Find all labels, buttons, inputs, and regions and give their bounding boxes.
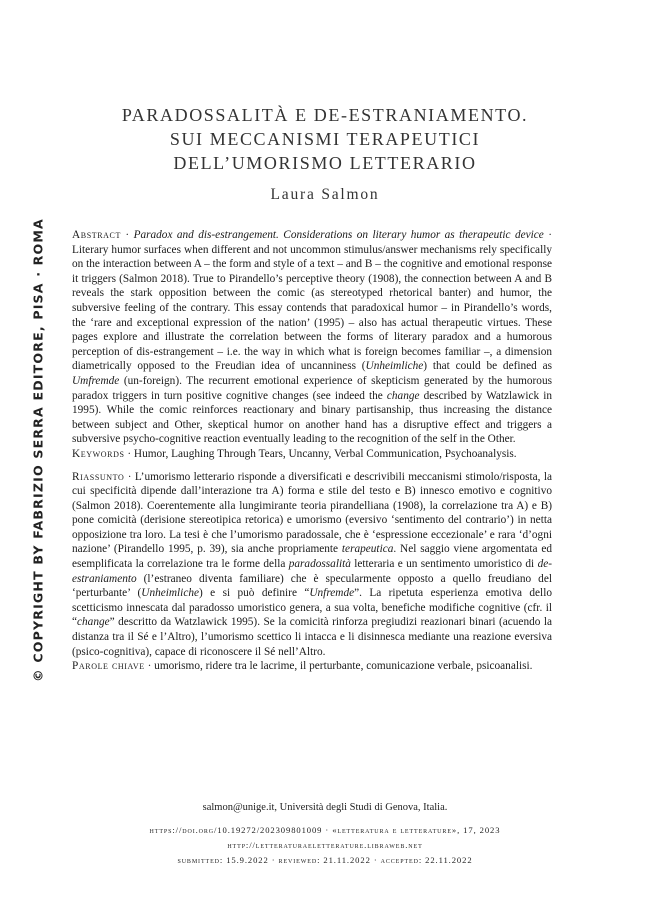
- title-line-3: DELL’UMORISMO LETTERARIO: [173, 153, 477, 173]
- riassunto-italic-1: terapeutica: [341, 543, 394, 556]
- article-body: [72, 228, 552, 674]
- riassunto-text-1: · L’umorismo letterario risponde a diversificati e descrivibili meccanismi stimolo/risposta, la cui specificità dipende dall’interazione tra A) forma e stile del testo e B) innesco emotivo e cognitivo (Salmon 2018). Coerentemente alla lungimirante teoria pirandelliana (1908), la correlazione tra A) e B) pone comicità (derisione stereotipica retorica) e umorismo (eversivo ‘sentimento del contrario’) in netta opposizione tra loro. La tesi è che l’umorismo paradossale, che è ‘espressione eccezionale’ e rara ‘d’ogni nazione’ (Pirandello 1995, p. 39), sia anche propriamente: [72, 470, 552, 556]
- riassunto-italic-6: change: [77, 616, 110, 629]
- keywords-paragraph: [72, 447, 552, 462]
- abstract-label: Abstract: [72, 229, 121, 241]
- abstract-text-3: (un-foreign). The recurrent emotional experience of skepticism generated by the humorous paradox triggers in turn positive cognitive changes (see indeed the: [72, 374, 552, 402]
- journal-website: http://letteraturaeletterature.libraweb.net: [227, 840, 423, 850]
- keywords-text: · Humor, Laughing Through Tears, Uncanny, Verbal Communication, Psychoanalysis.: [124, 447, 517, 460]
- author-name-text: Laura Salmon: [270, 186, 380, 203]
- riassunto-text-5: ) e si può definire “: [199, 587, 310, 600]
- riassunto-text-2: . Nel saggio viene argomentata ed esemplificata la correlazione tra le forme della: [72, 543, 552, 571]
- riassunto-paragraph: [72, 470, 552, 660]
- keywords-label: Keywords: [72, 447, 125, 460]
- abstract-paragraph: [72, 228, 552, 447]
- riassunto-label: Riassunto: [72, 470, 125, 483]
- article-footer: [0, 802, 650, 868]
- riassunto-italic-4: Unheimliche: [141, 587, 200, 600]
- doi-citation: https://doi.org/10.19272/202309801009 · «letteratura e letterature», 17, 2023: [149, 825, 501, 835]
- title-line-2: SUI MECCANISMI TERAPEUTICI: [169, 129, 481, 149]
- riassunto-italic-5: Unfremde: [309, 587, 355, 600]
- riassunto-text-3: letteraria e un sentimento umoristico di: [350, 558, 538, 571]
- riassunto-italic-3: de-estraniamento: [72, 558, 552, 585]
- copyright-notice: © COPYRIGHT BY FABRIZIO SERRA EDITORE, PISA · ROMA: [30, 218, 46, 682]
- riassunto-text-7: ” descritto da Watzlawick 1995). Se la comicità rinforza pregiudizi reazionari binari (acuendo la distanza tra il Sé e l’Altro), l’umorismo scettico li intacca e li disinnesca mediante una reazione eversiva (psico-cognitiva), capace di riconoscere il Sé nell’Altro.: [72, 616, 552, 658]
- abstract-text-4: described by Watzlawick in 1995). While the comic reinforces reactionary and binary partisanship, thus increasing the distance between subject and Other, skeptical humor on another hand has a disruptive effect and triggers a subversive psycho-cognitive reaction eventually leading to the recognition of the self in the Other.: [72, 389, 553, 446]
- riassunto-text-6: ”. La ripetuta esperienza emotiva dello scetticismo innescata dal paradosso umoristico genera, a sua volta, benefiche modifiche cognitive (cfr. il “: [72, 587, 552, 629]
- abstract-italic-3: change: [386, 389, 420, 402]
- submission-dates: submitted: 15.9.2022 · reviewed: 21.11.2022 · accepted: 22.11.2022: [177, 855, 473, 865]
- abstract-text-1: · Literary humor surfaces when different and not uncommon stimulus/answer mechanisms rely specifically on the interaction between A – the form and style of a text – and B – the cognitive and emotional response it triggers (Salmon 2018). True to Pirandello’s perceptive theory (1908), the connection between A and B reveals the stark opposition between the comic (as stereotyped rhetorical banter) and humor, the subversive feeling of the contrary. This essay contends that paradoxical humor – in Pirandello’s words, the ‘rare and exceptional expression of the nation’ (1995) – also has actual therapeutic virtues. These pages explore and illustrate the correlation between the forms of literary paradox and a humorous perception of dis-estrangement – i.e. the way in which what is foreign becomes familiar –, a dimension diametrically opposed to the Freudian idea of uncanniness (: [72, 229, 552, 373]
- parole-chiave-label: Parole chiave: [72, 660, 145, 673]
- author-affiliation: salmon@unige.it, Università degli Studi di Genova, Italia.: [202, 802, 448, 813]
- title-line-1: PARADOSSALITÀ E DE-ESTRANIAMENTO.: [121, 105, 529, 125]
- parole-chiave-paragraph: [72, 659, 552, 674]
- riassunto-text-4: (l’estraneo diventa familiare) che è specularmente opposto a quello freudiano del ‘perturbante’ (: [72, 572, 552, 600]
- article-title: [0, 103, 650, 175]
- riassunto-italic-2: paradossalità: [288, 558, 351, 571]
- abstract-text-2: ) that could be defined as: [423, 360, 552, 373]
- abstract-italic-2: Umfremde: [72, 374, 120, 387]
- author-name: [0, 186, 650, 204]
- abstract-italic-1: Unheimliche: [365, 360, 424, 373]
- abstract-english-title: Paradox and dis-estrangement. Considerations on literary humor as therapeutic device: [133, 229, 544, 241]
- parole-chiave-text: · umorismo, ridere tra le lacrime, il perturbante, comunicazione verbale, psicoanalisi.: [144, 660, 533, 673]
- abstract-sep: ·: [120, 229, 134, 241]
